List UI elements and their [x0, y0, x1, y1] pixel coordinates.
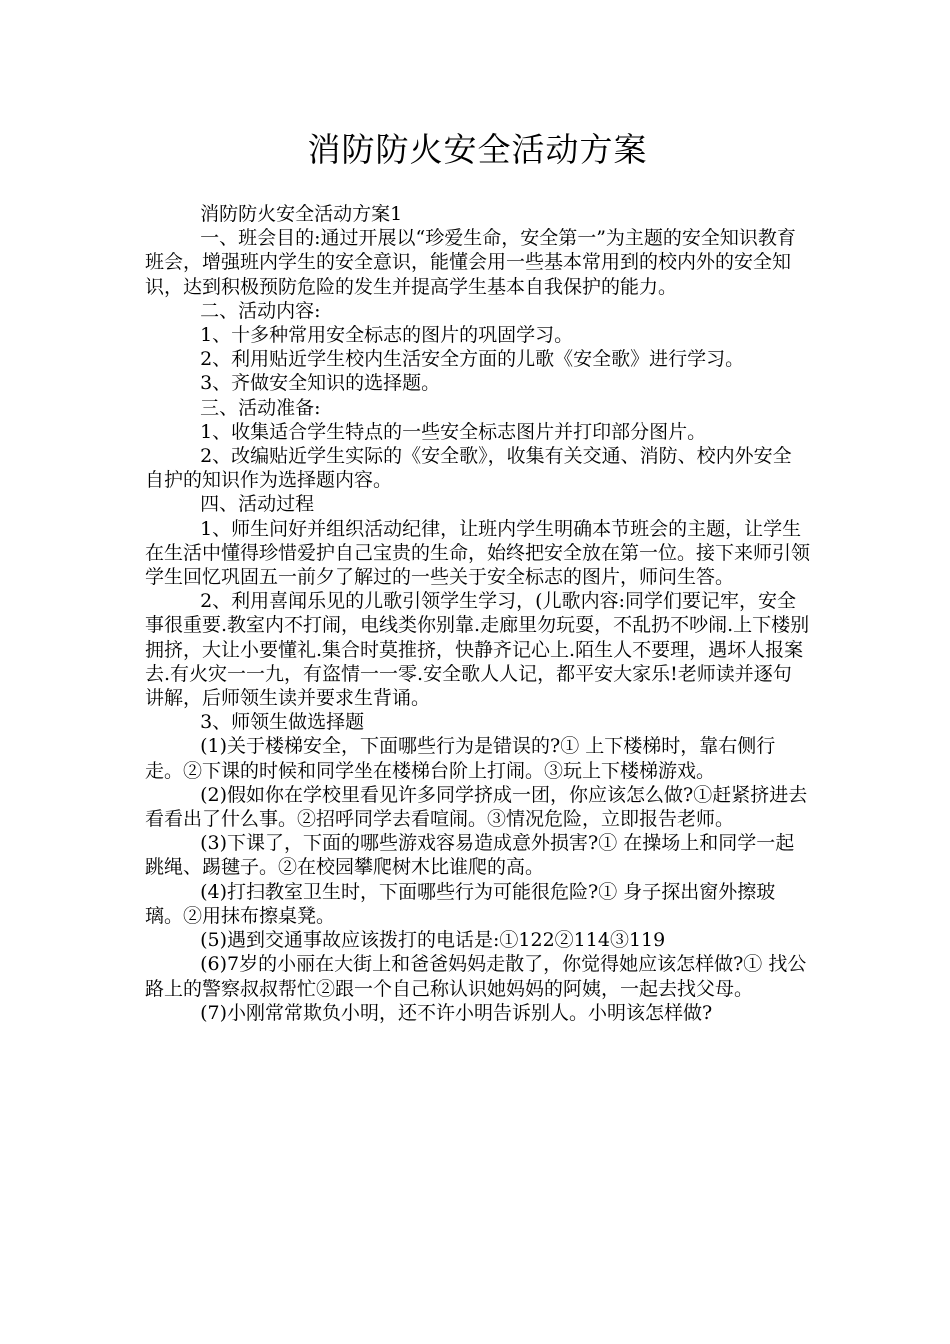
heading-preparation: 三、活动准备: [200, 396, 321, 419]
paragraph-content-3: 3、齐做安全知识的选择题。 [200, 372, 441, 395]
paragraph-process-3: 3、师领生做选择题 [200, 711, 365, 734]
paragraph-purpose: 一、班会目的:通过开展以“珍爱生命，安全第一”为主题的安全知识教育班会，增强班内学生的安全意识，能懂会用一些基本常用到的校内外的安全知识，达到积极预防危险的发生并提高学生基本自我保护的能力。 [145, 227, 796, 298]
question-7: (7)小刚常常欺负小明，还不许小明告诉别人。小明该怎样做? [200, 1001, 713, 1024]
paragraph-process-1: 1、师生问好并组织活动纪律，让班内学生明确本节班会的主题，让学生在生活中懂得珍惜爱护自己宝贵的生命，始终把安全放在第一位。接下来师引领学生回忆巩固五一前夕了解过的一些关于安全标志的图片，师问生答。 [145, 517, 811, 589]
question-1: (1)关于楼梯安全，下面哪些行为是错误的?① 上下楼梯时，靠右侧行走。②下课的时候和同学坐在楼梯台阶上打闹。③玩上下楼梯游戏。 [145, 735, 776, 782]
question-3: (3)下课了，下面的哪些游戏容易造成意外损害?① 在操场上和同学一起跳绳、踢毽子。②在校园攀爬树木比谁爬的高。 [145, 832, 795, 879]
section-heading: 消防防火安全活动方案1 [200, 203, 403, 225]
question-4: (4)打扫教室卫生时，下面哪些行为可能很危险?① 身子探出窗外擦玻璃。②用抹布擦桌凳。 [145, 880, 776, 927]
paragraph-content-1: 1、十多种常用安全标志的图片的巩固学习。 [200, 324, 574, 347]
paragraph-content-2: 2、利用贴近学生校内生活安全方面的儿歌《安全歌》进行学习。 [200, 348, 745, 371]
paragraph-process-2: 2、利用喜闻乐见的儿歌引领学生学习，(儿歌内容:同学们要记牢，安全事很重要.教室内不打闹，电线类你别靠.走廊里勿玩耍，不乱扔不吵闹.上下楼别拥挤，大让小要懂礼.集合时莫推挤，快静齐记心上.陌生人不要理，遇坏人报案去.有火灾一一九，有盗情一一零.安全歌人人记，都平安大家乐!老师读并逐句讲解，后师领生读并要求生背诵。 [145, 590, 810, 710]
heading-process: 四、活动过程 [200, 493, 315, 516]
paragraph-preparation-1: 1、收集适合学生特点的一些安全标志图片并打印部分图片。 [200, 420, 707, 443]
question-6: (6)7岁的小丽在大街上和爸爸妈妈走散了，你觉得她应该怎样做?① 找公路上的警察叔叔帮忙②跟一个自己称认识她妈妈的阿姨，一起去找父母。 [145, 953, 807, 1000]
document-body [145, 202, 810, 1025]
question-2: (2)假如你在学校里看见许多同学挤成一团，你应该怎么做?①赶紧挤进去看看出了什么事。②招呼同学去看喧闹。③情况危险，立即报告老师。 [145, 783, 808, 831]
paragraph-preparation-2: 2、改编贴近学生实际的《安全歌》，收集有关交通、消防、校内外安全自护的知识作为选择题内容。 [145, 445, 792, 492]
document-title: 消防防火安全活动方案 [307, 130, 648, 169]
heading-content: 二、活动内容: [200, 299, 321, 322]
question-5: (5)遇到交通事故应该拨打的电话是:①122②114③119 [200, 929, 666, 952]
